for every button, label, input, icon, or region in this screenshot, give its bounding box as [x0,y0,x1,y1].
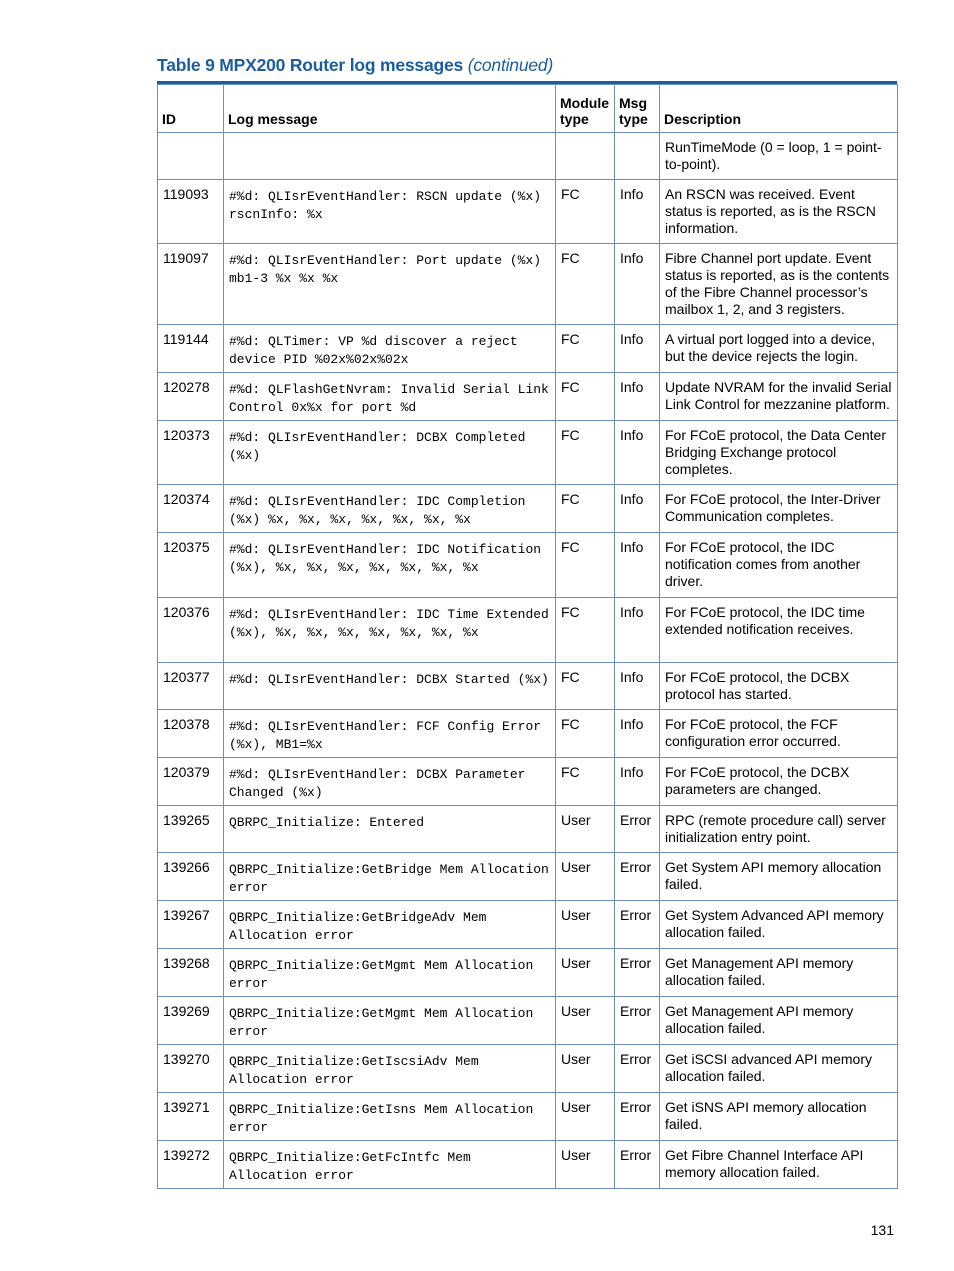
log-id-cell: 139270 [158,1045,224,1093]
msg-type-cell: Error [615,806,660,853]
table-body [158,133,898,1189]
msg-type-cell: Info [615,598,660,663]
log-message-cell: #%d: QLTimer: VP %d discover a reject device PID %02x%02x%02x [224,325,556,373]
table-row [158,598,898,663]
column-header-id: ID [158,85,224,133]
log-message-cell: #%d: QLIsrEventHandler: RSCN update (%x) rscnInfo: %x [224,180,556,244]
log-message-cell: QBRPC_Initialize:GetFcIntfc Mem Allocation error [224,1141,556,1189]
log-message-cell [224,133,556,180]
module-type-cell: FC [556,663,615,710]
page-number: 131 [870,1222,894,1238]
description-cell: Update NVRAM for the invalid Serial Link Control for mezzanine platform. [660,373,898,421]
column-header-description: Description [660,85,898,133]
table-row [158,758,898,806]
msg-type-cell: Info [615,325,660,373]
log-id-cell: 139267 [158,901,224,949]
description-cell: RPC (remote procedure call) server initialization entry point. [660,806,898,853]
msg-type-cell: Error [615,1045,660,1093]
log-message-cell: QBRPC_Initialize:GetBridge Mem Allocation error [224,853,556,901]
module-type-cell: FC [556,244,615,325]
log-message-cell: #%d: QLIsrEventHandler: IDC Completion (%x) %x, %x, %x, %x, %x, %x, %x [224,485,556,533]
column-header-log-message: Log message [224,85,556,133]
table-row [158,710,898,758]
table-row [158,133,898,180]
log-id-cell: 119093 [158,180,224,244]
msg-type-cell: Error [615,997,660,1045]
table-row [158,373,898,421]
module-type-cell: User [556,1093,615,1141]
msg-type-cell: Error [615,853,660,901]
description-cell: For FCoE protocol, the IDC time extended notification receives. [660,598,898,663]
log-id-cell: 120278 [158,373,224,421]
log-message-cell: #%d: QLIsrEventHandler: IDC Notification (%x), %x, %x, %x, %x, %x, %x, %x [224,533,556,598]
module-type-cell: FC [556,373,615,421]
msg-type-cell: Info [615,244,660,325]
log-message-cell: #%d: QLFlashGetNvram: Invalid Serial Link Control 0x%x for port %d [224,373,556,421]
log-message-cell: QBRPC_Initialize:GetBridgeAdv Mem Allocation error [224,901,556,949]
description-cell: Get iSNS API memory allocation failed. [660,1093,898,1141]
log-id-cell: 120377 [158,663,224,710]
table-row [158,325,898,373]
description-cell: For FCoE protocol, the Data Center Bridging Exchange protocol completes. [660,421,898,485]
log-message-cell: QBRPC_Initialize:GetIscsiAdv Mem Allocation error [224,1045,556,1093]
module-type-cell: FC [556,758,615,806]
column-header-module-type-line2: type [560,111,589,127]
log-id-cell: 120378 [158,710,224,758]
log-id-cell: 119144 [158,325,224,373]
msg-type-cell: Error [615,1141,660,1189]
module-type-cell: FC [556,485,615,533]
msg-type-cell: Error [615,1093,660,1141]
table-row [158,533,898,598]
description-cell: For FCoE protocol, the DCBX parameters are changed. [660,758,898,806]
description-cell: Get System Advanced API memory allocation failed. [660,901,898,949]
log-message-cell: QBRPC_Initialize:GetIsns Mem Allocation error [224,1093,556,1141]
description-cell: Get System API memory allocation failed. [660,853,898,901]
log-messages-table [157,84,898,1189]
table-row [158,997,898,1045]
description-cell: Get Fibre Channel Interface API memory allocation failed. [660,1141,898,1189]
module-type-cell: User [556,1141,615,1189]
description-cell: For FCoE protocol, the FCF configuration error occurred. [660,710,898,758]
description-cell: Get Management API memory allocation failed. [660,949,898,997]
log-id-cell: 120376 [158,598,224,663]
table-row [158,806,898,853]
module-type-cell: FC [556,533,615,598]
module-type-cell: User [556,997,615,1045]
table-row [158,180,898,244]
table-row [158,485,898,533]
module-type-cell: FC [556,421,615,485]
log-message-cell: #%d: QLIsrEventHandler: FCF Config Error (%x), MB1=%x [224,710,556,758]
log-id-cell: 119097 [158,244,224,325]
msg-type-cell: Info [615,373,660,421]
description-cell: An RSCN was received. Event status is reported, as is the RSCN information. [660,180,898,244]
log-id-cell: 139266 [158,853,224,901]
table-row [158,244,898,325]
module-type-cell: User [556,901,615,949]
msg-type-cell: Info [615,485,660,533]
description-cell: For FCoE protocol, the DCBX protocol has started. [660,663,898,710]
table-row [158,663,898,710]
module-type-cell: User [556,853,615,901]
table-caption-continued: (continued) [467,55,554,75]
table-caption [157,55,553,76]
log-id-cell: 139268 [158,949,224,997]
module-type-cell: FC [556,180,615,244]
log-id-cell: 120379 [158,758,224,806]
log-message-cell: #%d: QLIsrEventHandler: IDC Time Extended (%x), %x, %x, %x, %x, %x, %x, %x [224,598,556,663]
log-message-cell: #%d: QLIsrEventHandler: DCBX Started (%x) [224,663,556,710]
table-row [158,1093,898,1141]
log-id-cell: 139271 [158,1093,224,1141]
description-cell: A virtual port logged into a device, but the device rejects the login. [660,325,898,373]
table-header-row [158,85,898,133]
module-type-cell: FC [556,325,615,373]
description-cell: For FCoE protocol, the IDC notification comes from another driver. [660,533,898,598]
log-message-cell: #%d: QLIsrEventHandler: DCBX Completed (%x) [224,421,556,485]
module-type-cell: User [556,949,615,997]
log-id-cell: 139265 [158,806,224,853]
log-id-cell: 120375 [158,533,224,598]
log-id-cell [158,133,224,180]
description-cell: For FCoE protocol, the Inter-Driver Communication completes. [660,485,898,533]
msg-type-cell: Info [615,758,660,806]
column-header-msg-type-line1: Msg [619,95,647,111]
msg-type-cell [615,133,660,180]
table-row [158,1141,898,1189]
log-message-cell: #%d: QLIsrEventHandler: DCBX Parameter Changed (%x) [224,758,556,806]
module-type-cell: FC [556,598,615,663]
table-row [158,421,898,485]
module-type-cell [556,133,615,180]
description-cell: RunTimeMode (0 = loop, 1 = point-to-point). [660,133,898,180]
log-message-cell: QBRPC_Initialize:GetMgmt Mem Allocation error [224,949,556,997]
log-message-cell: QBRPC_Initialize: Entered [224,806,556,853]
msg-type-cell: Error [615,901,660,949]
description-cell: Get iSCSI advanced API memory allocation failed. [660,1045,898,1093]
log-id-cell: 139269 [158,997,224,1045]
msg-type-cell: Info [615,533,660,598]
table-row [158,853,898,901]
table-caption-label: Table 9 MPX200 Router log messages [157,55,464,75]
module-type-cell: FC [556,710,615,758]
description-cell: Get Management API memory allocation failed. [660,997,898,1045]
module-type-cell: User [556,1045,615,1093]
msg-type-cell: Info [615,710,660,758]
log-message-cell: QBRPC_Initialize:GetMgmt Mem Allocation error [224,997,556,1045]
log-id-cell: 139272 [158,1141,224,1189]
module-type-cell: User [556,806,615,853]
table-row [158,949,898,997]
column-header-msg-type [615,85,660,133]
log-id-cell: 120374 [158,485,224,533]
msg-type-cell: Info [615,421,660,485]
column-header-msg-type-line2: type [619,111,648,127]
msg-type-cell: Info [615,663,660,710]
log-id-cell: 120373 [158,421,224,485]
table-row [158,901,898,949]
description-cell: Fibre Channel port update. Event status is reported, as is the contents of the Fibre Channel processor’s mailbox 1, 2, and 3 registers. [660,244,898,325]
column-header-module-type [556,85,615,133]
log-message-cell: #%d: QLIsrEventHandler: Port update (%x) mb1-3 %x %x %x [224,244,556,325]
column-header-module-type-line1: Module [560,95,609,111]
table-row [158,1045,898,1093]
msg-type-cell: Error [615,949,660,997]
msg-type-cell: Info [615,180,660,244]
